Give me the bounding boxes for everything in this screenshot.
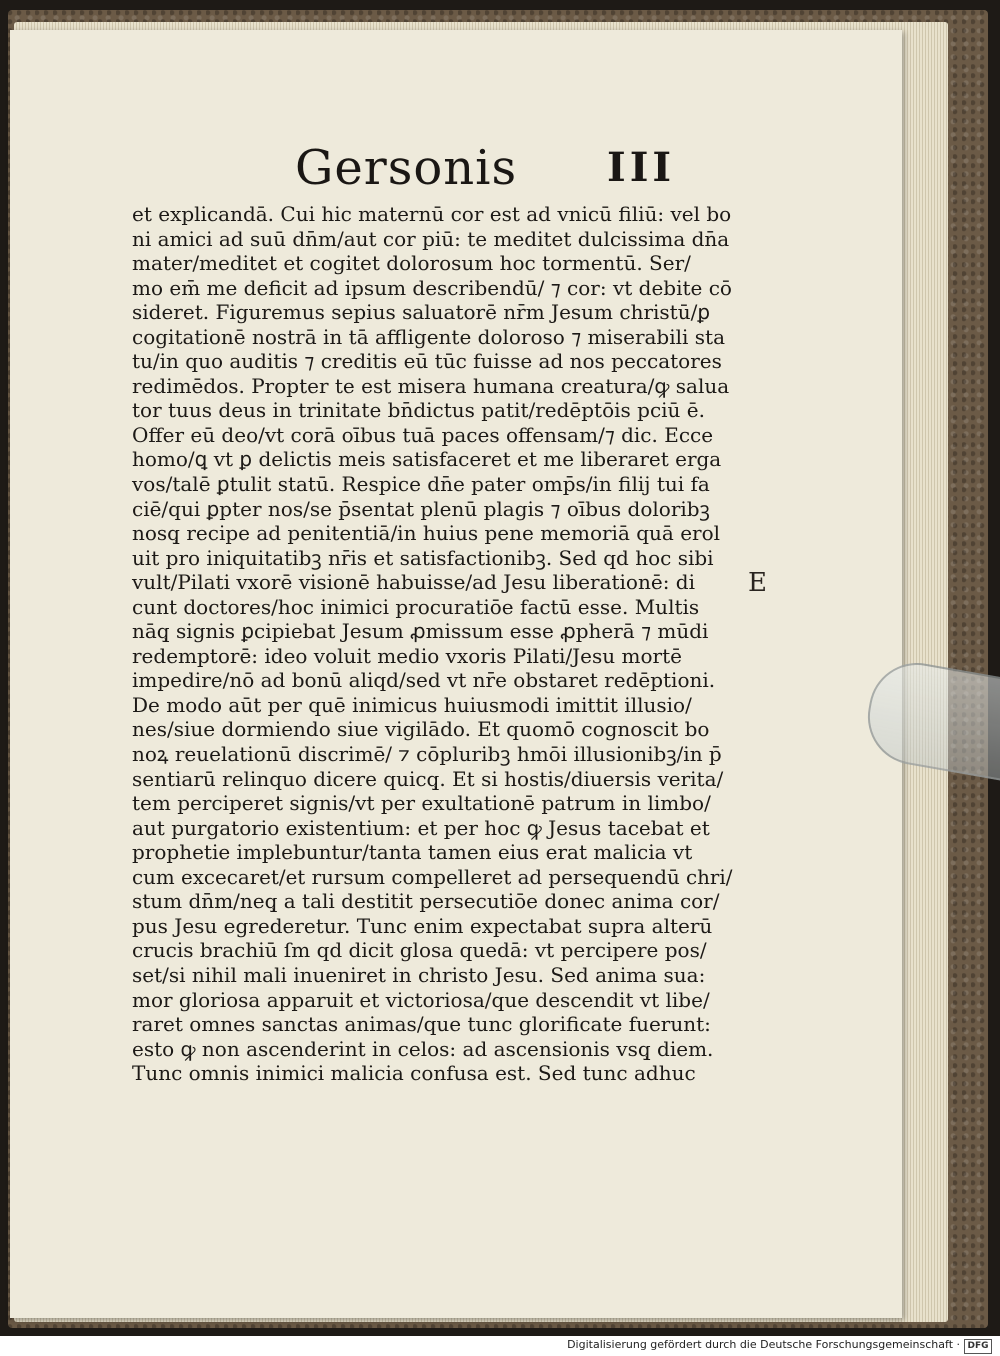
text-line: set/si nihil mali inueniret in christo Jesu. Sed anima sua: <box>132 962 706 987</box>
funding-credit: Digitalisierung gefördert durch die Deutsche Forschungsgemeinschaft · <box>567 1338 960 1351</box>
text-line: cogitationē nostrā in tā affligente doloroso ⁊ miserabili sta <box>132 324 726 349</box>
marginal-note: E <box>748 568 767 598</box>
text-line: mater/meditet et cogitet dolorosum hoc tormentū. Ser/ <box>132 251 691 276</box>
text-line: vos/talē ꝑtulit statū. Respice dn̄e pater omp̄s/in filij tui fa <box>132 472 710 497</box>
text-line: prophetie implebuntur/tanta tamen eius erat malicia vt <box>132 840 693 865</box>
text-line: ni amici ad suū dn̄m/aut cor piū: te meditet dulcissima dn̄a <box>132 226 730 251</box>
text-line: De modo aūt per quē inimicus huiusmodi imittit illusio/ <box>132 692 692 717</box>
text-line: ciē/qui ꝑpter nos/se p̄sentat plenū plagis ⁊ oībus doloribꝫ <box>132 496 710 521</box>
text-line: redimēdos. Propter te est misera humana creatura/ꝙ salua <box>132 373 730 398</box>
text-line: stum dn̄m/neq̧ a tali destitit persecutiōe donec anima cor/ <box>132 889 720 914</box>
text-line: raret omnes sanctas animas/que tunc glorificate fuerunt: <box>132 1012 711 1037</box>
text-line: cum excecaret/et rursum compelleret ad persequendū chri/ <box>132 864 733 889</box>
footer-bar <box>0 1336 1000 1356</box>
text-line: et explicandā. Cui hic maternū cor est ad vnicū filiū: vel bo <box>132 202 732 226</box>
text-line: mor gloriosa apparuit et victoriosa/que descendit vt libe/ <box>132 987 710 1012</box>
text-line: tem perciperet signis/vt per exultationē patrum in limbo/ <box>132 791 711 816</box>
text-line: tu/in quo auditis ⁊ creditis eū tūc fuisse ad nos peccatores <box>132 349 722 374</box>
text-line: noꝝ reuelationū discrimē/ ⁊ cōpluribꝫ hmōi illusionibꝫ/in p̄ <box>132 742 722 767</box>
book-page <box>10 30 902 1318</box>
text-line: Tunc omnis inimici malicia confusa est. Sed tunc adhuc <box>132 1061 696 1086</box>
text-line: uit pro iniquitatibꝫ nr̄is et satisfactionibꝫ. Sed qd hoc sibi <box>132 545 714 570</box>
folio-number: III <box>607 144 676 191</box>
text-line: nes/siue dormiendo siue vigilādo. Et quomō cognoscit bo <box>132 717 710 742</box>
text-line: aut purgatorio existentium: et per hoc ꝙ Jesus tacebat et <box>132 815 710 840</box>
text-line: pus Jesu egrederetur. Tunc enim expectabat supra alterū <box>132 913 713 938</box>
text-line: crucis brachiū ſm qd dicit glosa quedā: vt percipere pos/ <box>132 938 707 963</box>
text-line: nosq̧ recipe ad penitentiā/in huius pene memoriā quā erol <box>132 521 721 546</box>
text-line: mo em̄ me deficit ad ipsum describendū/ ⁊ cor: vt debite cō <box>132 275 732 300</box>
text-line: tor tuus deus in trinitate bn̄dictus patit/redēptōis pciū ē. <box>132 398 705 423</box>
text-line: homo/ꝗ vt ꝑ delictis meis satisfaceret et me liberaret erga <box>132 447 722 472</box>
text-line: esto ꝙ non ascenderint in celos: ad ascensionis vsq̧ diem. <box>132 1036 714 1061</box>
text-line: cunt doctores/hoc inimici procuratiōe factū esse. Multis <box>132 594 700 619</box>
text-block <box>132 202 732 1086</box>
running-title: Gersonis <box>295 140 518 196</box>
text-line: redemptorē: ideo voluit medio vxoris Pilati/Jesu mortē <box>132 643 682 668</box>
text-line: sideret. Figuremus sepius saluatorē nr̄m Jesum christū/ꝑ <box>132 300 711 325</box>
text-line: sentiarū relinquo dicere quicq̧. Et si hostis/diuersis verita/ <box>132 766 724 791</box>
text-line: impedire/nō ad bonū aliqd/sed vt nr̄e obstaret redēptioni. <box>132 668 716 693</box>
running-header <box>295 140 715 200</box>
text-line: nāq̧ signis ꝑcipiebat Jesum ꝓmissum esse ꝓpherā ⁊ mūdi <box>132 619 709 644</box>
text-line: Offer eū deo/vt corā oībus tuā paces offensam/⁊ dic. Ecce <box>132 422 714 447</box>
dfg-logo: DFG <box>964 1339 992 1354</box>
text-line: vult/Pilati vxorē visionē habuisse/ad Jesu liberationē: di <box>132 570 695 595</box>
